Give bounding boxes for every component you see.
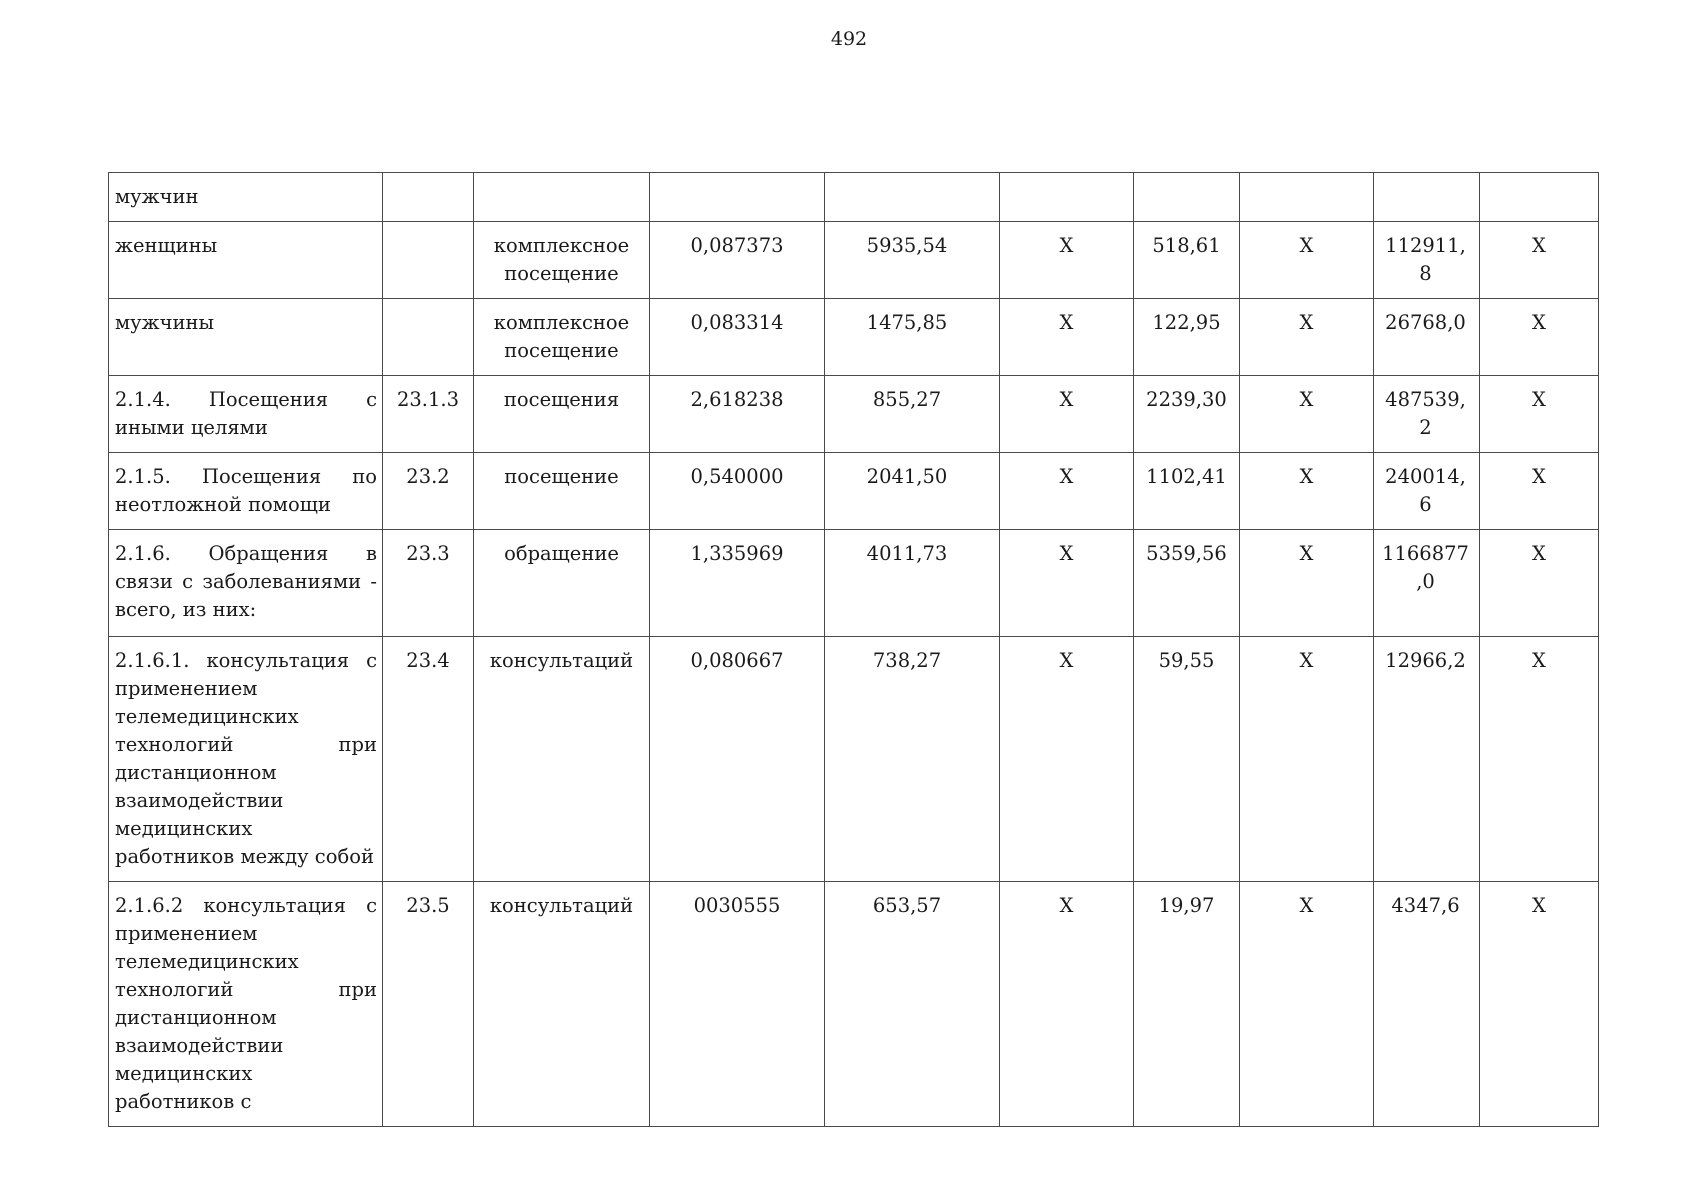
value-cell: X	[1240, 222, 1374, 299]
unit-cell	[474, 173, 650, 222]
value-cell: 112911,8	[1374, 222, 1480, 299]
value-cell: X	[1480, 222, 1599, 299]
value-cell: 653,57	[825, 882, 1000, 1127]
value-cell: X	[1000, 637, 1134, 882]
value-cell: 2,618238	[650, 376, 825, 453]
value-cell: 1,335969	[650, 530, 825, 637]
unit-cell: обращение	[474, 530, 650, 637]
value-cell: X	[1000, 530, 1134, 637]
value-cell: 518,61	[1134, 222, 1240, 299]
table-row	[109, 530, 1599, 637]
code-cell	[383, 222, 474, 299]
value-cell: 5359,56	[1134, 530, 1240, 637]
value-cell	[1134, 173, 1240, 222]
data-table	[108, 172, 1599, 1127]
value-cell: 0030555	[650, 882, 825, 1127]
value-cell: 4011,73	[825, 530, 1000, 637]
value-cell: X	[1480, 376, 1599, 453]
value-cell: 1475,85	[825, 299, 1000, 376]
row-name-cell: 2.1.4. Посещения с иными целями	[109, 376, 383, 453]
value-cell: X	[1000, 882, 1134, 1127]
value-cell: X	[1000, 222, 1134, 299]
value-cell: X	[1480, 637, 1599, 882]
value-cell: 0,080667	[650, 637, 825, 882]
unit-cell: консультаций	[474, 637, 650, 882]
unit-cell: посещения	[474, 376, 650, 453]
value-cell: 26768,0	[1374, 299, 1480, 376]
value-cell: X	[1480, 453, 1599, 530]
value-cell: 2041,50	[825, 453, 1000, 530]
row-name-cell: мужчин	[109, 173, 383, 222]
value-cell: X	[1240, 882, 1374, 1127]
table-row	[109, 882, 1599, 1127]
value-cell	[650, 173, 825, 222]
value-cell: 0,087373	[650, 222, 825, 299]
value-cell: X	[1240, 453, 1374, 530]
value-cell: X	[1480, 530, 1599, 637]
page-number: 492	[830, 28, 868, 50]
code-cell: 23.4	[383, 637, 474, 882]
value-cell: X	[1000, 453, 1134, 530]
value-cell: 19,97	[1134, 882, 1240, 1127]
row-name-cell: мужчины	[109, 299, 383, 376]
table-row	[109, 453, 1599, 530]
value-cell: X	[1000, 376, 1134, 453]
value-cell: X	[1240, 299, 1374, 376]
unit-cell: комплексное посещение	[474, 299, 650, 376]
value-cell: X	[1000, 299, 1134, 376]
value-cell: 738,27	[825, 637, 1000, 882]
table-row	[109, 173, 1599, 222]
code-cell: 23.1.3	[383, 376, 474, 453]
code-cell: 23.2	[383, 453, 474, 530]
table-row	[109, 376, 1599, 453]
value-cell: 4347,6	[1374, 882, 1480, 1127]
value-cell: 12966,2	[1374, 637, 1480, 882]
value-cell: 1166877,0	[1374, 530, 1480, 637]
value-cell: 487539,2	[1374, 376, 1480, 453]
unit-cell: посещение	[474, 453, 650, 530]
row-name-cell: 2.1.6.2 консультация с применением телемедицинских технологий при дистанционном взаимодействии медицинских работников с	[109, 882, 383, 1127]
code-cell: 23.3	[383, 530, 474, 637]
value-cell: X	[1240, 530, 1374, 637]
value-cell: X	[1240, 637, 1374, 882]
value-cell: 59,55	[1134, 637, 1240, 882]
value-cell: 240014,6	[1374, 453, 1480, 530]
value-cell: 2239,30	[1134, 376, 1240, 453]
value-cell: 1102,41	[1134, 453, 1240, 530]
value-cell: 5935,54	[825, 222, 1000, 299]
table-row	[109, 299, 1599, 376]
code-cell: 23.5	[383, 882, 474, 1127]
code-cell	[383, 299, 474, 376]
value-cell	[1240, 173, 1374, 222]
value-cell	[1000, 173, 1134, 222]
value-cell: 855,27	[825, 376, 1000, 453]
row-name-cell: женщины	[109, 222, 383, 299]
row-name-cell: 2.1.6. Обращения в связи с заболеваниями - всего, из них:	[109, 530, 383, 637]
row-name-cell: 2.1.6.1. консультация с применением телемедицинских технологий при дистанционном взаимодействии медицинских работников между собой	[109, 637, 383, 882]
table-row	[109, 637, 1599, 882]
value-cell: 122,95	[1134, 299, 1240, 376]
unit-cell: консультаций	[474, 882, 650, 1127]
value-cell	[825, 173, 1000, 222]
row-name-cell: 2.1.5. Посещения по неотложной помощи	[109, 453, 383, 530]
value-cell: X	[1480, 299, 1599, 376]
value-cell: X	[1240, 376, 1374, 453]
unit-cell: комплексное посещение	[474, 222, 650, 299]
value-cell	[1480, 173, 1599, 222]
code-cell	[383, 173, 474, 222]
value-cell: 0,083314	[650, 299, 825, 376]
value-cell	[1374, 173, 1480, 222]
value-cell: X	[1480, 882, 1599, 1127]
value-cell: 0,540000	[650, 453, 825, 530]
table-row	[109, 222, 1599, 299]
